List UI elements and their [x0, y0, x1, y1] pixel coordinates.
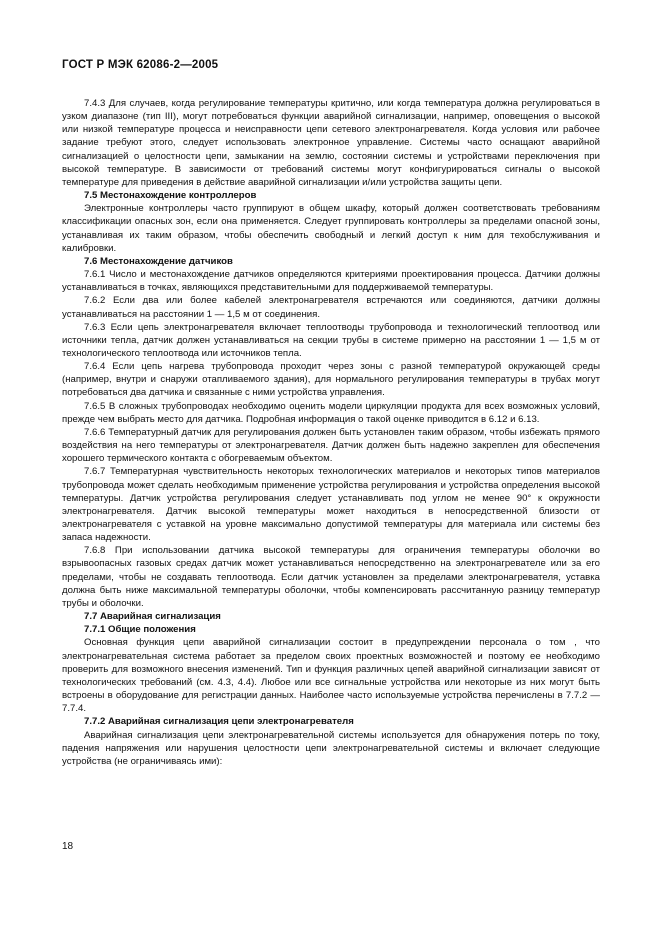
paragraph-7-6-5: 7.6.5 В сложных трубопроводах необходимо оценить модели циркуляции продукта для всех возможных условий, прежде чем выбрать место для датчика. Подробная информация о такой оценке приводится в 6.12 и 6.13. — [62, 400, 600, 425]
paragraph-7-6-8: 7.6.8 При использовании датчика высокой температуры для ограничения температуры оболочки во взрывоопасных газовых средах датчик может устанавливаться непосредственно на электронагревателе или за его пределами, чтобы не создавать теплоотвода. Если датчик установлен за пределами электронагревателя, уставка должна быть ниже максимальной температуры оболочки, чтобы компенсировать рассчитанную разницу температур трубы и оболочки. — [62, 545, 600, 609]
heading-7-5: 7.5 Местонахождение контроллеров — [84, 190, 257, 202]
heading-7-6: 7.6 Местонахождение датчиков — [84, 255, 233, 267]
page-number: 18 — [62, 841, 74, 852]
heading-7-7-2: 7.7.2 Аварийная сигнализация цепи электронагревателя — [84, 716, 354, 728]
paragraph-7-6-4: 7.6.4 Если цепь нагрева трубопровода проходит через зоны с разной температурой окружающей среды (например, внутри и снаружи отапливаемого здания), для нормального регулирования температуры в трубах могут потребоваться два датчика и связанные с ними устройства управления. — [62, 361, 600, 399]
paragraph-7-6-7: 7.6.7 Температурная чувствительность некоторых технологических материалов и некоторых типов материалов трубопровода может сделать необходимым применение устройства регулирования и устройства определения высокой температуры. Датчик устройства регулирования следует устанавливать под углом не менее 90° к окружности электронагревателя. Датчик высокой температуры может находиться в непосредственной близости от электронагревателя с уставкой на уровне максимально допустимой температуры для материала или системы без запаса надежности. — [62, 466, 600, 544]
paragraph-7-4-3: 7.4.3 Для случаев, когда регулирование температуры критично, или когда температура должна регулироваться в узком диапазоне (тип III), могут потребоваться функции аварийной сигнализации, например, оповещения о высокой или низкой температуре процесса и неисправности цепи сетевого электронагревателя. Когда условия или рабочее задание требуют этого, следует использовать электронное управление. Системы часто оснащают аварийной сигнализацией о целостности цепи, замыкании на землю, состоянии системы и устройствами переключения при высокой температуре. В зависимости от требований системы могут конфигурироваться сигналы о высокой температуре для приведения в действие аварийной сигнализации и/или устройства защиты цепи. — [62, 98, 600, 188]
document-body — [62, 97, 600, 768]
document-header: ГОСТ Р МЭК 62086-2—2005 — [62, 59, 219, 71]
paragraph-7-6-6: 7.6.6 Температурный датчик для регулирования должен быть установлен таким образом, чтобы избежать прямого воздействия на него температуры от электронагревателя. Датчик должен быть надежно закреплен для обеспечения хорошего термического контакта с обогреваемым объектом. — [62, 426, 600, 465]
heading-7-7: 7.7 Аварийная сигнализация — [84, 611, 221, 623]
paragraph-7-6-1: 7.6.1 Число и местонахождение датчиков определяются критериями проектирования процесса. Датчики должны устанавливаться в точках, являющихся представительными для поддерживаемой температуры. — [62, 269, 600, 294]
paragraph-7-7-2: Аварийная сигнализация цепи электронагревательной системы используется для обнаружения потерь по току, падения напряжения или нарушения целостности цепи электронагревательной системы и включает следующие устройства (не ограничиваясь ими): — [62, 729, 600, 767]
paragraph-7-7-1: Основная функция цепи аварийной сигнализации состоит в предупреждении персонала о том , что электронагревательная система работает за пределом своих проектных возможностей и поэтому ее необходимо проверить для возможного внесения изменений. Тип и функция различных цепей аварийной сигнализации зависят от технологических требований (см. 4.3, 4.4). Любое или все сигнальные устройства или некоторые из них могут быть встроены в оборудование для регистрации данных. Наиболее часто используемые устройства перечислены в 7.7.2 — 7.7.4. — [62, 637, 600, 715]
paragraph-7-5: Электронные контроллеры часто группируют в общем шкафу, который должен соответствовать требованиям классификации опасных зон, если она применяется. Следует группировать контроллеры за пределами опасной зоны, устанавливая их таким образом, чтобы обеспечить свободный и легкий доступ к ним для техобслуживания и калибровки. — [62, 203, 600, 254]
heading-7-7-1: 7.7.1 Общие положения — [84, 624, 196, 636]
paragraph-7-6-3: 7.6.3 Если цепь электронагревателя включает теплоотводы трубопровода и технологический теплоотвод или источники тепла, датчик должен устанавливаться на секции трубы в системе примерно на расстоянии 1 — 1,5 м от технологического теплоотвода или источников тепла. — [62, 321, 600, 359]
paragraph-7-6-2: 7.6.2 Если два или более кабелей электронагревателя встречаются или соединяются, датчики должны устанавливаться на расстоянии 1 — 1,5 м от соединения. — [62, 295, 600, 320]
